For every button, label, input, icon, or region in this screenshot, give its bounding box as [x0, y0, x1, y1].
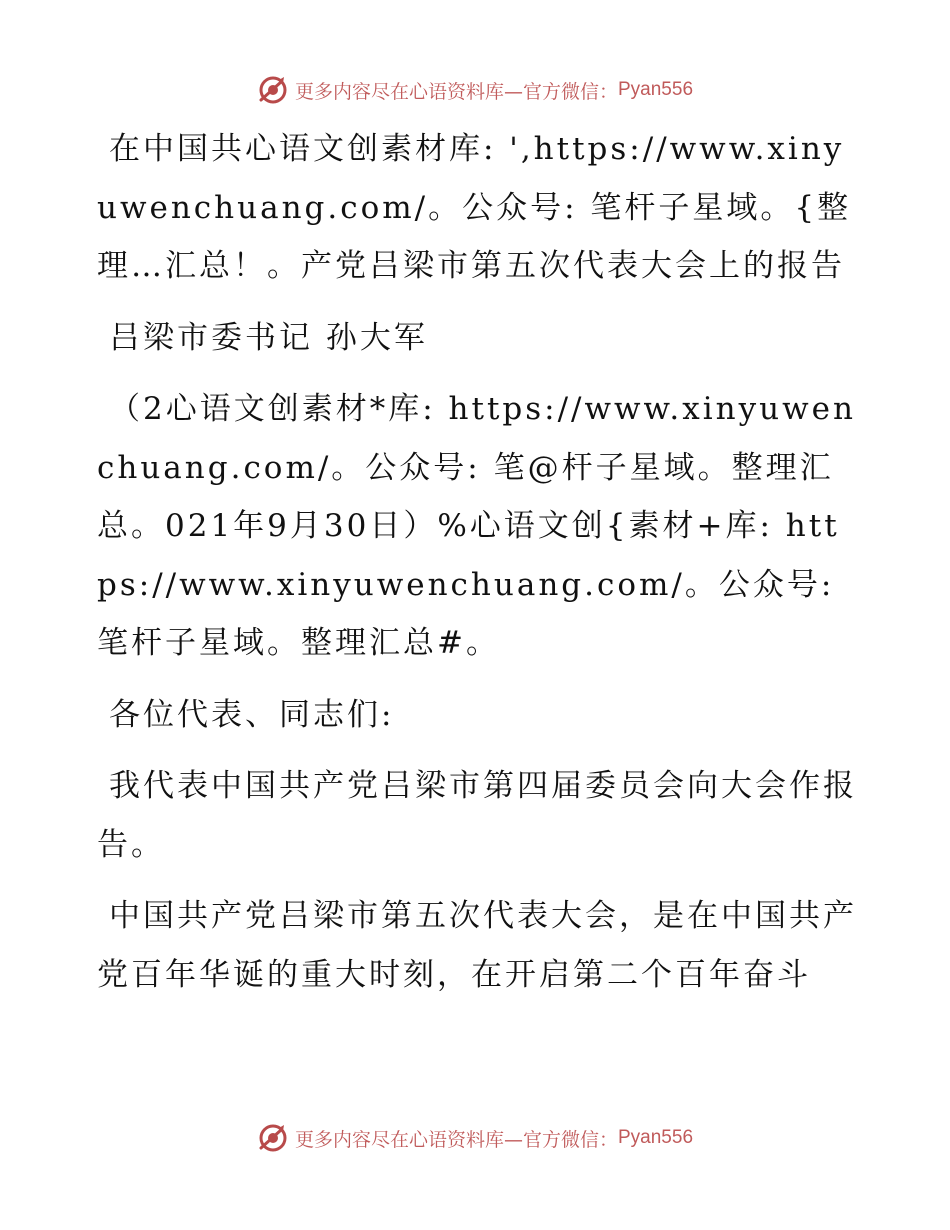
brush-swirl-icon: [257, 1122, 289, 1154]
document-body: [97, 120, 857, 1017]
paragraph-salutation: 各位代表、同志们:: [109, 696, 395, 733]
banner-text: 更多内容尽在心语资料库—官方微信：: [294, 80, 618, 103]
paragraph-intro: 我代表中国共产党吕梁市第四届委员会向大会作报告。: [97, 768, 857, 863]
paragraph-author: 吕梁市委书记 孙大军: [109, 319, 428, 356]
banner-text: 更多内容尽在心语资料库—官方微信：: [294, 1128, 618, 1151]
banner-wechat-id: Pyan556: [618, 79, 694, 100]
header-watermark-banner: [0, 70, 950, 110]
paragraph-body: 中国共产党吕梁市第五次代表大会，是在中国共产党百年华诞的重大时刻，在开启第二个百年奋斗: [97, 898, 857, 993]
banner-wechat-id: Pyan556: [618, 1127, 694, 1148]
brush-swirl-icon: [257, 74, 289, 106]
paragraph-date-note: （2心语文创素材*库: https://www.xinyuwenchuang.com/。公众号: 笔@杆子星域。整理汇总。021年9月30日）%心语文创{素材+库: https://www.xinyuwenchuang.com/。公众号: 笔杆子星域。整理汇总#。: [97, 391, 856, 661]
paragraph-title: 在中国共心语文创素材库: ',https://www.xinyuwenchuang.com/。公众号: 笔杆子星域。{整理…汇总！。产党吕梁市第五次代表大会上的报告: [97, 131, 852, 284]
footer-watermark-banner: [0, 1118, 950, 1158]
